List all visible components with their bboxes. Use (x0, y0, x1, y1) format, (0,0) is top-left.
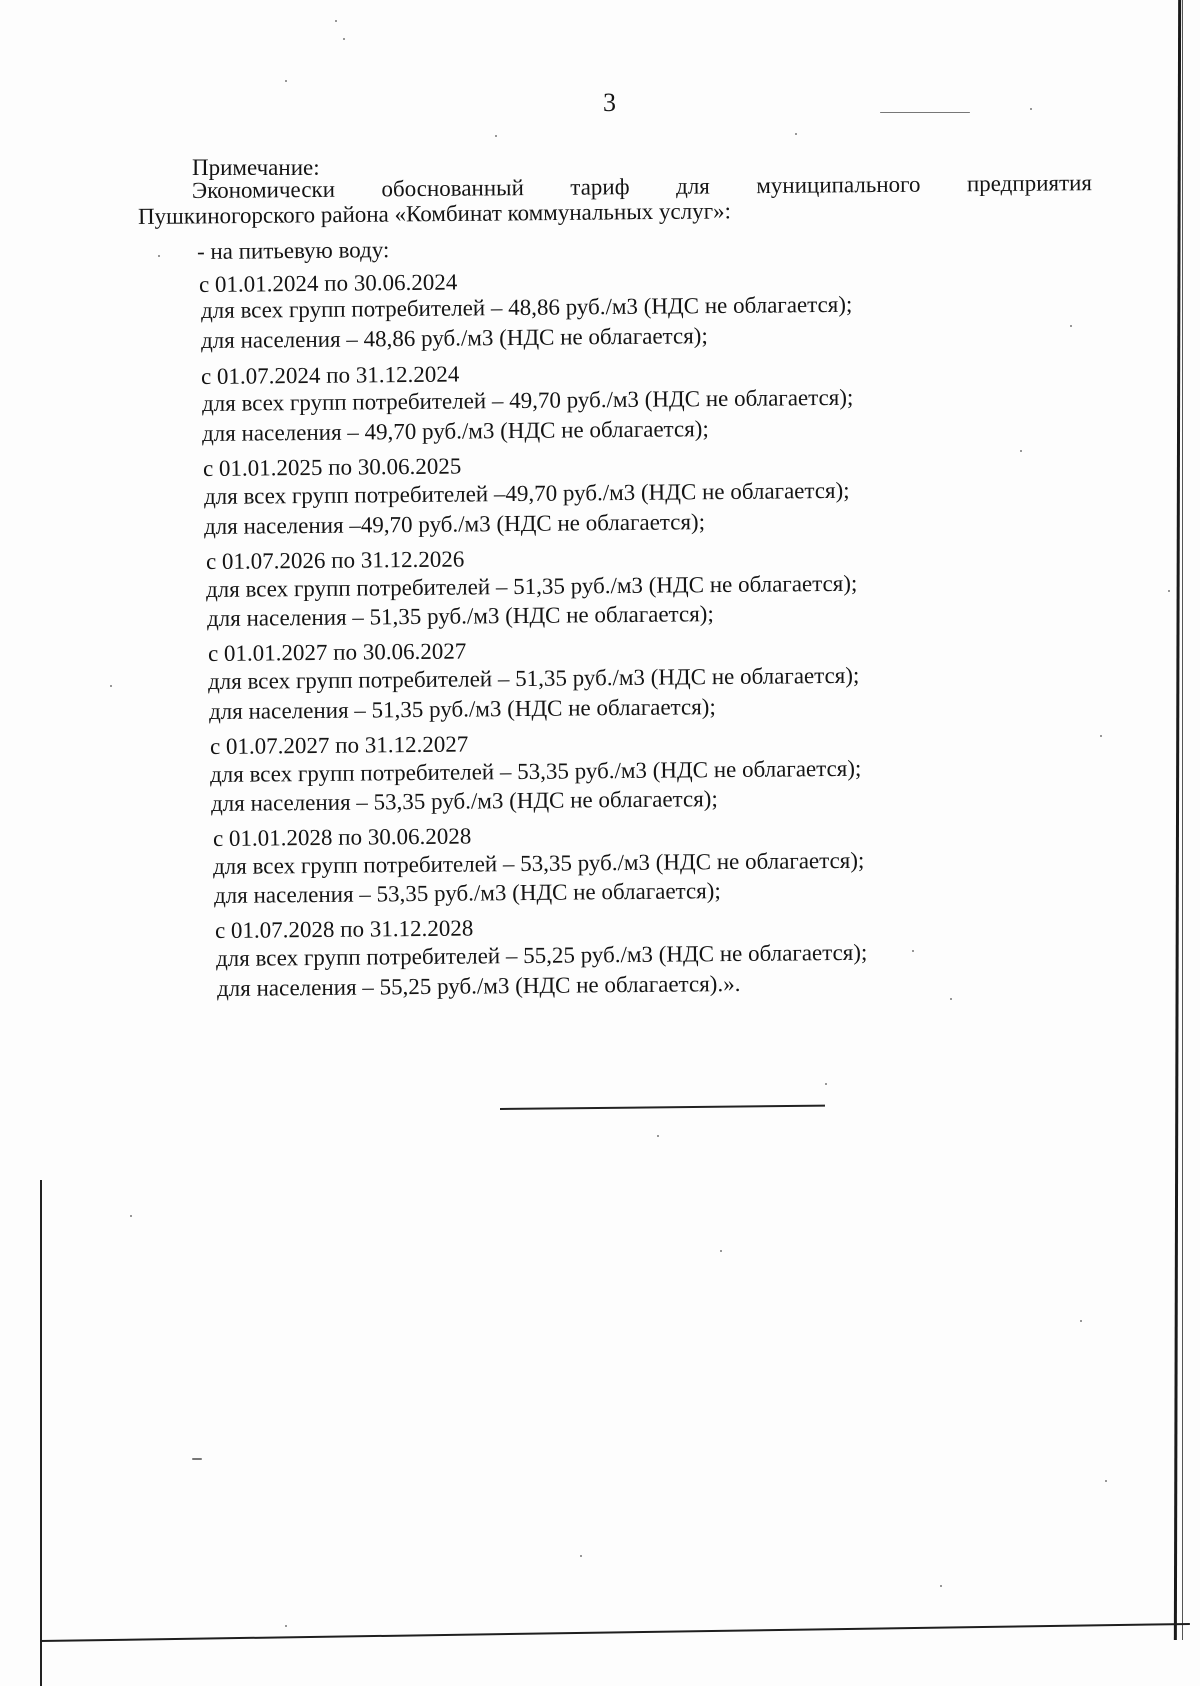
scan-speck (825, 1083, 827, 1085)
tariff-all-groups: для всех групп потребителей – 48,86 руб./м3 (НДС не облагается); (200, 291, 853, 323)
scan-speck (1030, 108, 1032, 110)
scan-speck (285, 1625, 287, 1627)
scan-speck (158, 255, 160, 257)
scan-speck (110, 685, 112, 687)
scan-speck (1168, 590, 1170, 592)
period-range: с 01.01.2028 по 30.06.2028 (212, 823, 472, 851)
period-range: с 01.01.2025 по 30.06.2025 (202, 453, 462, 481)
scan-speck (285, 80, 287, 82)
scan-edge-right (1174, 0, 1181, 1640)
scan-smudge (192, 1458, 202, 1460)
scan-speck (657, 1135, 659, 1137)
note-word: предприятия (966, 170, 1093, 197)
page-number: 3 (603, 88, 616, 117)
scan-speck (1105, 1480, 1107, 1482)
tariff-population: для населения – 55,25 руб./м3 (НДС не облагается).». (216, 970, 741, 1001)
scan-edge-right-inner (1182, 0, 1183, 1640)
tariff-population: для населения – 53,35 руб./м3 (НДС не облагается); (210, 786, 718, 816)
scan-speck (720, 1250, 722, 1252)
tariff-population: для населения – 48,86 руб./м3 (НДС не облагается); (200, 323, 708, 353)
tariff-population: для населения – 53,35 руб./м3 (НДС не облагается); (213, 878, 721, 908)
tariff-all-groups: для всех групп потребителей – 51,35 руб./м3 (НДС не облагается); (207, 662, 860, 694)
scan-speck (1080, 1320, 1082, 1322)
tariff-population: для населения – 49,70 руб./м3 (НДС не облагается); (201, 416, 709, 446)
note-word: для (675, 173, 710, 199)
tariff-all-groups: для всех групп потребителей –49,70 руб./м3 (НДС не облагается); (203, 477, 850, 509)
scan-speck (940, 1585, 942, 1587)
note-word: обоснованный (381, 175, 524, 202)
scan-speck (1100, 735, 1102, 737)
note-word: тариф (570, 174, 630, 200)
scan-speck (1070, 325, 1072, 327)
tariff-population: для населения –49,70 руб./м3 (НДС не облагается); (203, 509, 706, 539)
scan-edge-left (40, 1180, 42, 1686)
period-range: с 01.07.2028 по 31.12.2028 (214, 915, 474, 943)
period-range: с 01.01.2027 по 30.06.2027 (207, 638, 467, 666)
closing-separator-line (500, 1105, 825, 1110)
tariff-all-groups: для всех групп потребителей – 51,35 руб./м3 (НДС не облагается); (205, 570, 858, 602)
note-title: Примечание: (192, 155, 320, 180)
scan-smudge (880, 112, 970, 113)
note-word: муниципального (756, 171, 921, 199)
scan-speck (1020, 450, 1022, 452)
period-range: с 01.01.2024 по 30.06.2024 (198, 269, 458, 297)
tariff-all-groups: для всех групп потребителей – 55,25 руб./м3 (НДС не облагается); (215, 939, 868, 971)
scan-speck (795, 133, 797, 135)
tariff-all-groups: для всех групп потребителей – 53,35 руб./м3 (НДС не облагается); (212, 847, 865, 879)
note-subject: - на питьевую воду: (196, 237, 390, 264)
scan-speck (343, 38, 345, 40)
scan-speck (335, 20, 337, 22)
note-word: Экономически (191, 176, 336, 203)
scan-speck (912, 950, 914, 952)
scan-speck (495, 135, 497, 137)
scan-speck (130, 1215, 132, 1217)
tariff-population: для населения – 51,35 руб./м3 (НДС не облагается); (206, 601, 714, 631)
period-range: с 01.07.2027 по 31.12.2027 (209, 731, 469, 759)
scan-speck (950, 998, 952, 1000)
scan-speck (580, 1555, 582, 1557)
tariff-all-groups: для всех групп потребителей – 53,35 руб./м3 (НДС не облагается); (209, 755, 862, 787)
tariff-all-groups: для всех групп потребителей – 49,70 руб./м3 (НДС не облагается); (201, 384, 854, 416)
tariff-population: для населения – 51,35 руб./м3 (НДС не облагается); (208, 694, 716, 724)
period-range: с 01.07.2026 по 31.12.2026 (205, 546, 465, 574)
period-range: с 01.07.2024 по 31.12.2024 (200, 361, 460, 389)
scan-edge-bottom (40, 1623, 1190, 1642)
note-second-line: Пушкиногорского района «Комбинат коммунальных услуг»: (137, 198, 732, 229)
